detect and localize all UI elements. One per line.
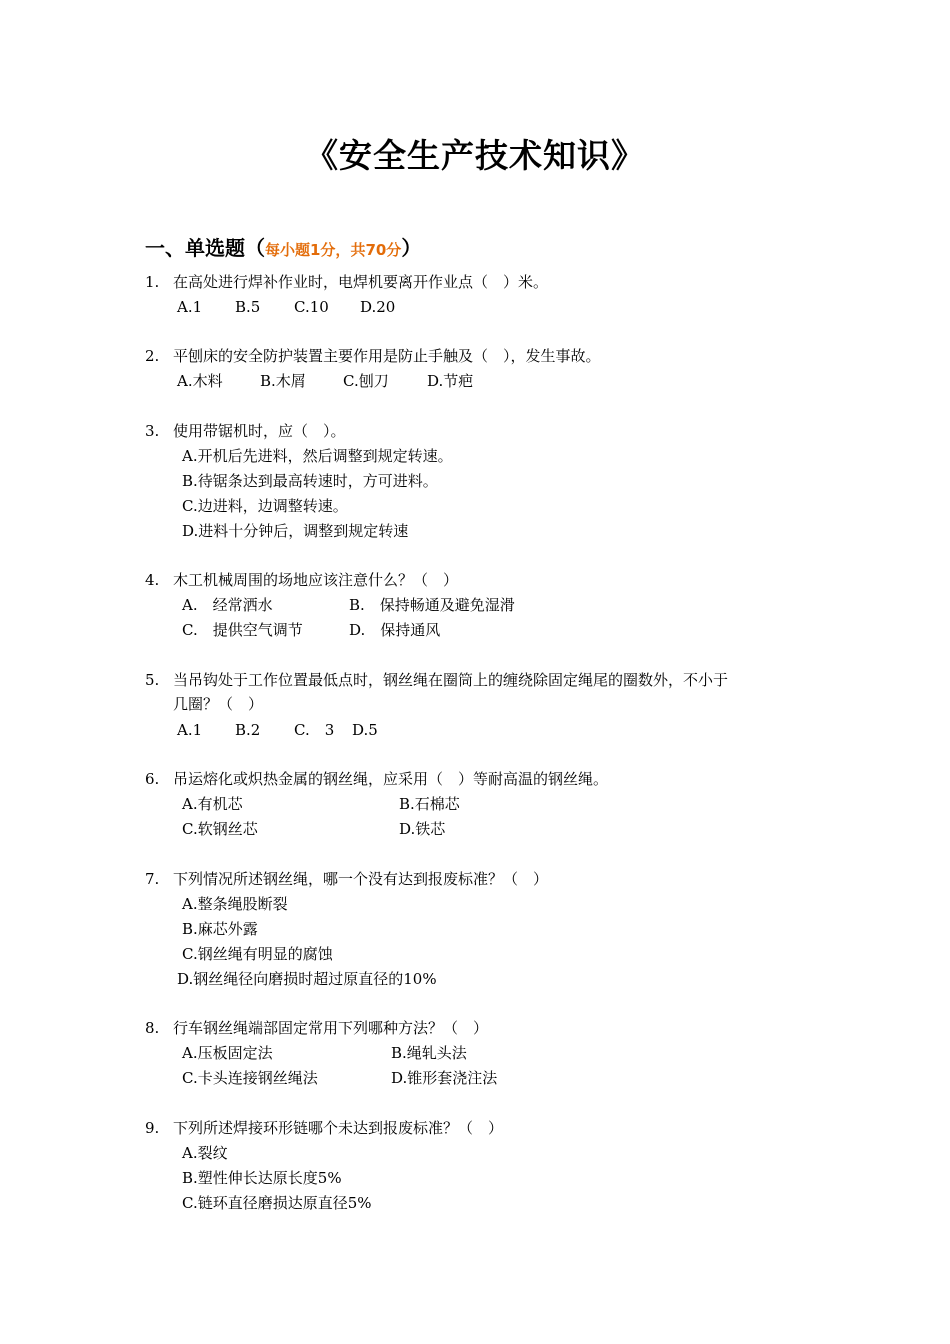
option: A.开机后先进料，然后调整到规定转速。 <box>182 447 453 465</box>
question-text: 平刨床的安全防护装置主要作用是防止手触及（ ），发生事故。 <box>173 347 601 365</box>
option: C.边进料，边调整转速。 <box>182 497 348 515</box>
question-text: 使用带锯机时，应（ ）。 <box>173 422 346 440</box>
option: D.进料十分钟后，调整到规定转速 <box>182 522 409 540</box>
document-title: 《安全生产技术知识》 <box>305 136 645 175</box>
question-number: 1. <box>145 273 160 291</box>
question-text: 行车钢丝绳端部固定常用下列哪种方法？（ ） <box>173 1019 489 1037</box>
question-number: 4. <box>145 571 160 589</box>
option: D.钢丝绳径向磨损时超过原直径的10% <box>177 970 437 988</box>
option: A.裂纹 <box>182 1144 228 1162</box>
option: C. 提供空气调节 <box>182 621 303 639</box>
option: B.麻芯外露 <box>182 920 258 938</box>
question-text: 在高处进行焊补作业时，电焊机要离开作业点（ ）米。 <box>173 273 549 291</box>
option: A.压板固定法 <box>182 1044 273 1062</box>
option: B.绳轧头法 <box>391 1044 467 1062</box>
question-text: 下列情况所述钢丝绳，哪一个没有达到报废标准？（ ） <box>173 870 549 888</box>
question-number: 8. <box>145 1019 160 1037</box>
section-note: 每小题1分，共70分 <box>265 241 402 259</box>
question-number: 9. <box>145 1119 160 1137</box>
option: D. 保持通风 <box>349 621 441 639</box>
option: B.石棉芯 <box>399 795 460 813</box>
section-title: 一、单选题 <box>145 236 245 260</box>
option: C.软钢丝芯 <box>182 820 258 838</box>
question-number: 5. <box>145 671 160 689</box>
option: A.木料 <box>177 372 223 390</box>
section-paren-open: （ <box>245 236 265 260</box>
question-number: 7. <box>145 870 160 888</box>
question-text: 木工机械周围的场地应该注意什么？（ ） <box>173 571 459 589</box>
option: A.1 <box>177 298 203 316</box>
question-text: 下列所述焊接环形链哪个未达到报废标准？（ ） <box>173 1119 504 1137</box>
option: B. 保持畅通及避免湿滑 <box>349 596 515 614</box>
option: A.有机芯 <box>182 795 243 813</box>
option: A.1 <box>177 721 203 739</box>
option: D.5 <box>352 721 378 739</box>
option: A.整条绳股断裂 <box>182 895 288 913</box>
option: C.卡头连接钢丝绳法 <box>182 1069 318 1087</box>
question-text: 当吊钩处于工作位置最低点时，钢丝绳在圈筒上的缠绕除固定绳尾的圈数外，不小于 <box>173 671 729 689</box>
option: C.钢丝绳有明显的腐蚀 <box>182 945 333 963</box>
question-number: 2. <box>145 347 160 365</box>
question-text: 吊运熔化或炽热金属的钢丝绳，应采用（ ）等耐高温的钢丝绳。 <box>173 770 609 788</box>
section-heading <box>145 232 421 261</box>
option: B.塑性伸长达原长度5% <box>182 1169 342 1187</box>
question-number: 3. <box>145 422 160 440</box>
option: B.2 <box>235 721 261 739</box>
option: B.5 <box>235 298 261 316</box>
option: C.链环直径磨损达原直径5% <box>182 1194 372 1212</box>
option: B.木屑 <box>260 372 306 390</box>
option: D.20 <box>360 298 396 316</box>
option: D.锥形套浇注法 <box>391 1069 498 1087</box>
option: A. 经常洒水 <box>182 596 273 614</box>
section-paren-close: ） <box>401 236 422 260</box>
question-number: 6. <box>145 770 160 788</box>
option: C.刨刀 <box>343 372 389 390</box>
option: C. 3 <box>294 721 335 739</box>
option: D.节疤 <box>427 372 474 390</box>
option: D.铁芯 <box>399 820 446 838</box>
option: C.10 <box>294 298 329 316</box>
question-text-continued: 几圈？（ ） <box>173 695 264 713</box>
option: B.待锯条达到最高转速时，方可进料。 <box>182 472 438 490</box>
